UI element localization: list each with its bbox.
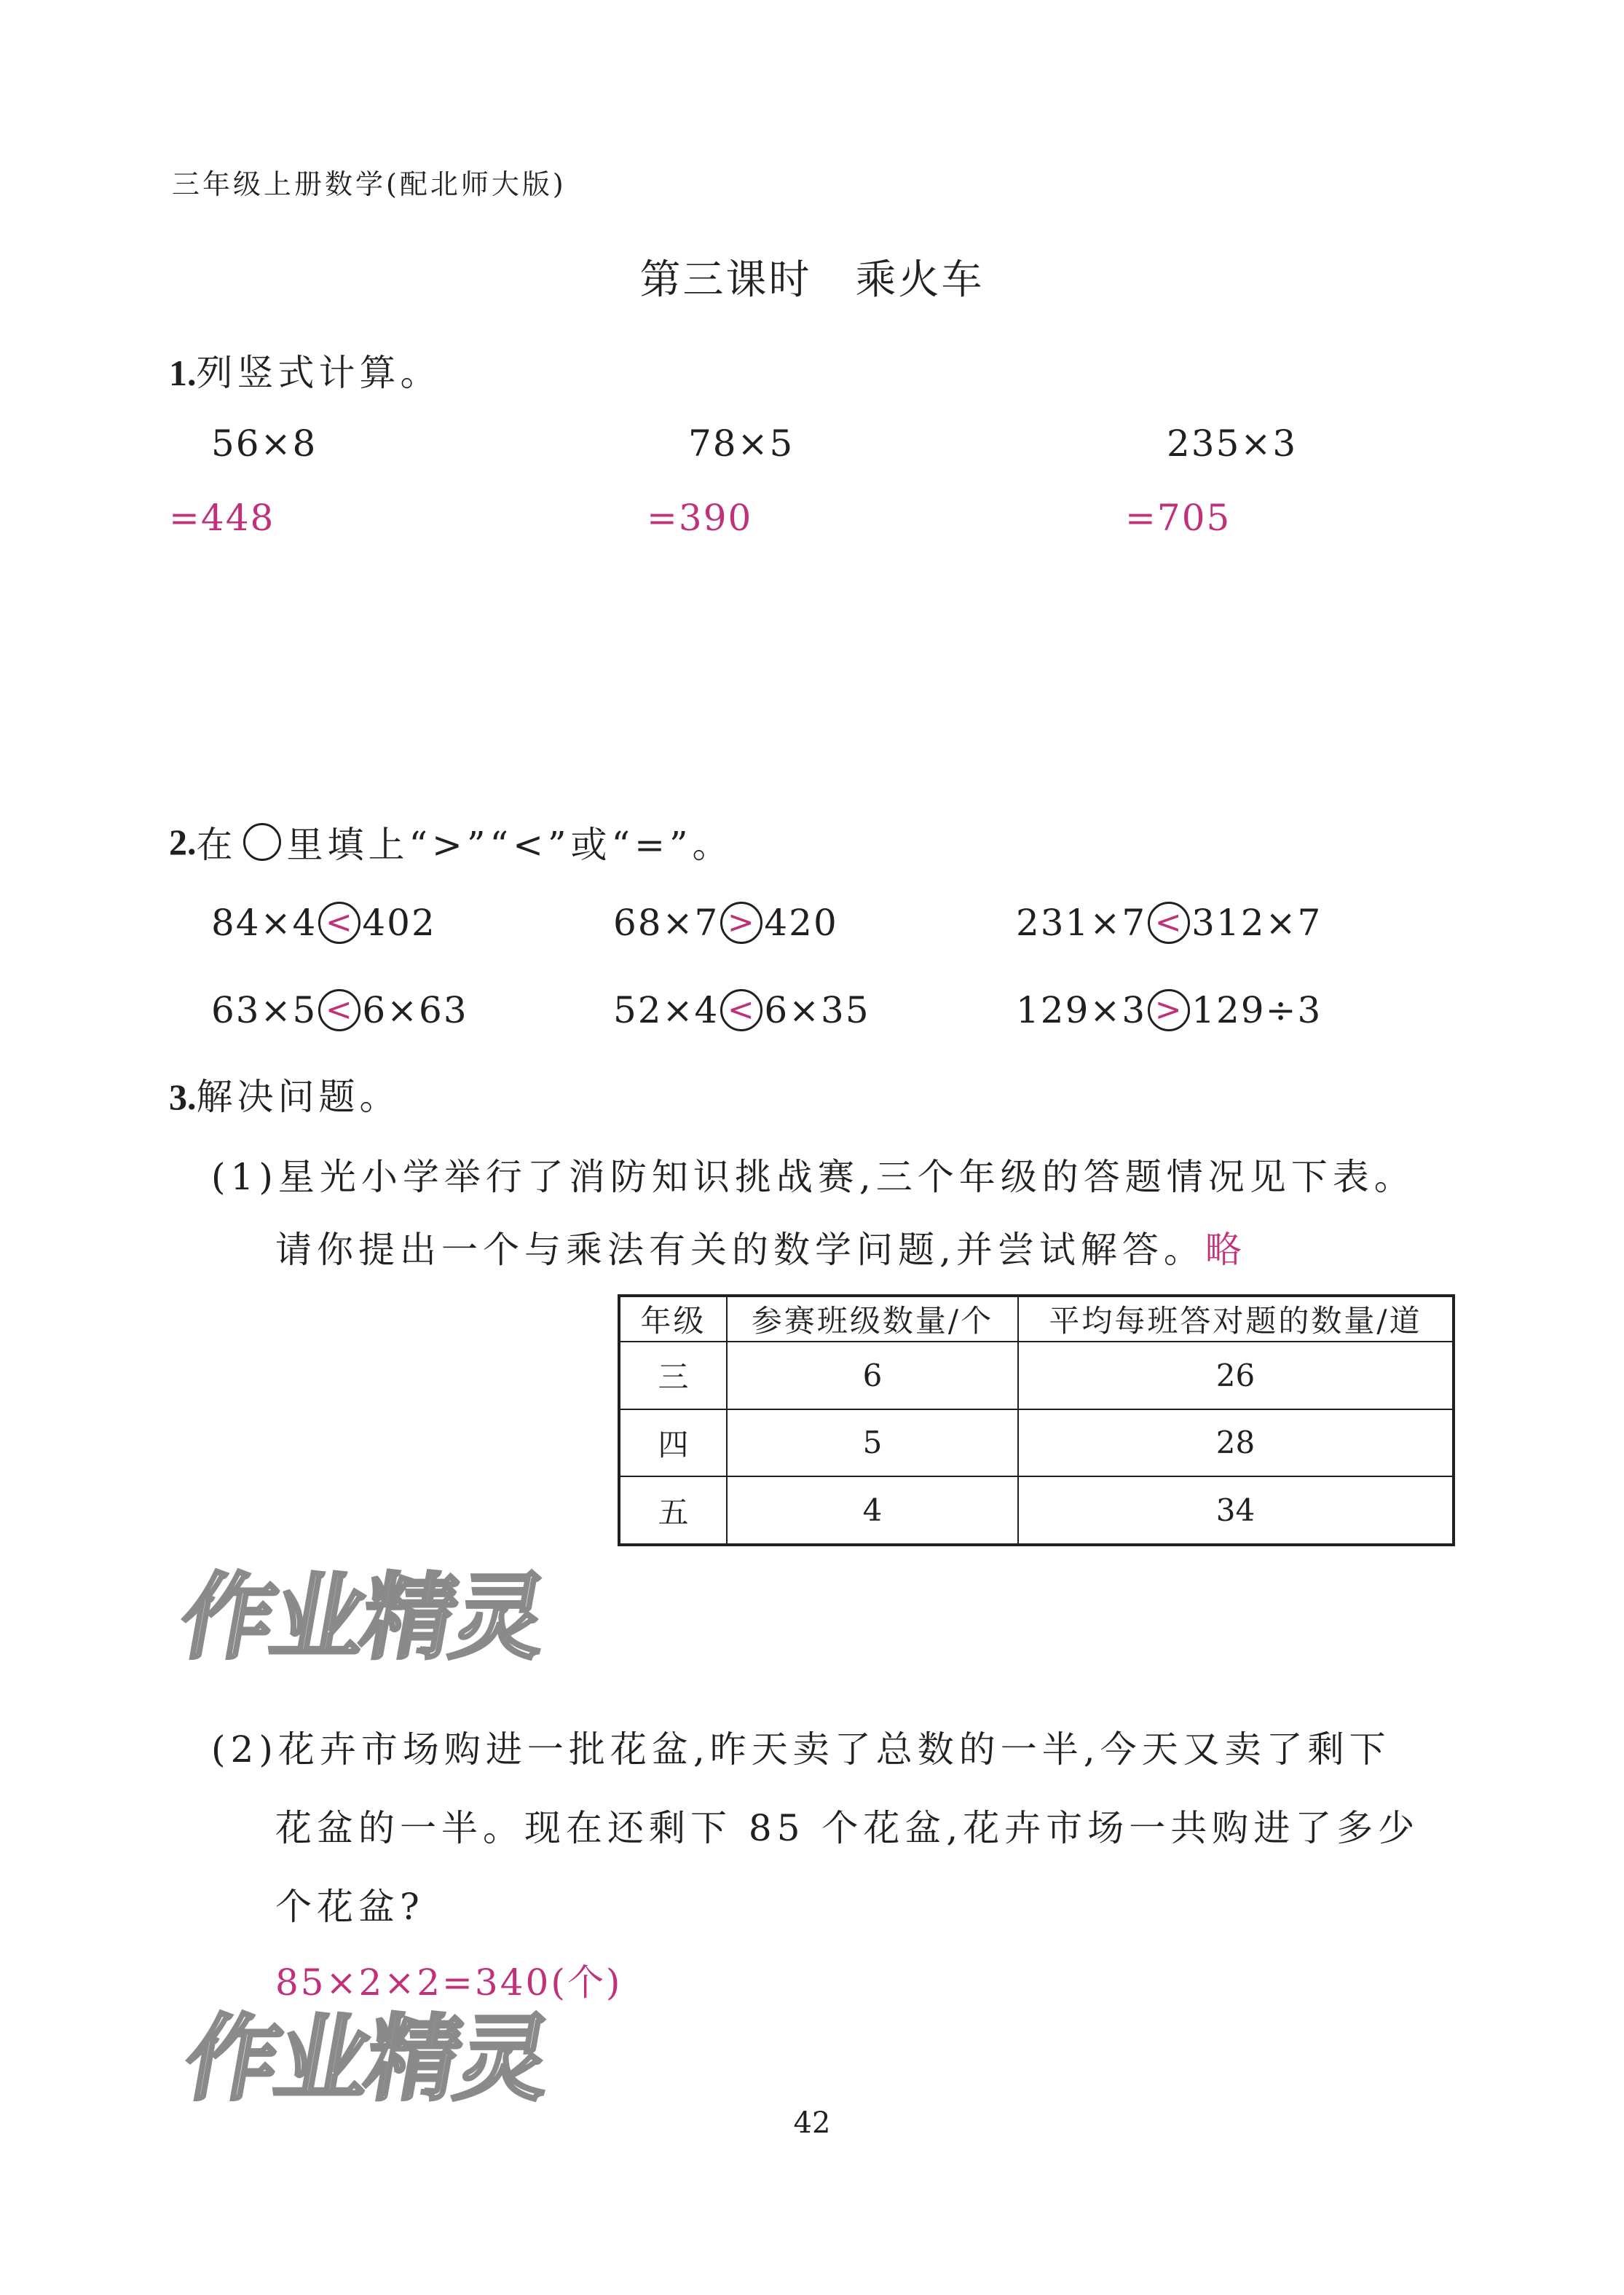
question-2-text-b: 里填上“>”“<”或“=”。 <box>286 824 733 866</box>
q2-compare-3 <box>1016 902 1322 944</box>
q3-part1-line2: 请你提出一个与乘法有关的数学问题,并尝试解答。 <box>275 1229 1205 1271</box>
q1-answer-3: =705 <box>1125 497 1231 539</box>
q2-sign-circle-5: < <box>720 989 762 1031</box>
q2-sign-circle-4: < <box>318 989 360 1031</box>
q3-part2-line1: (2)花卉市场购进一批花盆,昨天卖了总数的一半,今天又卖了剩下 <box>211 1728 1391 1771</box>
table-cell: 5 <box>727 1409 1018 1477</box>
contest-table <box>618 1294 1455 1546</box>
table-cell: 三 <box>619 1342 727 1409</box>
question-1-text: 列竖式计算。 <box>196 352 441 394</box>
watermark-logo: 作业精灵 <box>176 2005 558 2114</box>
q3-part2-answer: 85×2×2=340(个) <box>275 1961 623 2004</box>
question-1-number: 1. <box>169 353 197 393</box>
q2-left-4: 63×5 <box>211 989 318 1031</box>
q2-right-6: 129÷3 <box>1191 989 1323 1031</box>
q1-expr-1: 56×8 <box>211 422 318 465</box>
q2-left-6: 129×3 <box>1016 989 1147 1031</box>
lesson-title-part2: 乘火车 <box>855 256 985 304</box>
watermark-logo: 作业精灵 <box>172 1564 553 1672</box>
table-row <box>619 1342 1454 1409</box>
table-cell: 四 <box>619 1409 727 1477</box>
q3-part1-answer: 略 <box>1205 1229 1247 1271</box>
q2-right-4: 6×63 <box>362 989 468 1031</box>
page-number: 42 <box>793 2106 831 2140</box>
q1-answer-2: =390 <box>647 497 753 539</box>
table-header-cell: 年级 <box>619 1296 727 1342</box>
q2-left-1: 84×4 <box>211 902 318 944</box>
table-row <box>619 1476 1454 1545</box>
table-cell: 五 <box>619 1476 727 1545</box>
q2-compare-5 <box>613 989 870 1031</box>
q3-part1-line1: (1)星光小学举行了消防知识挑战赛,三个年级的答题情况见下表。 <box>211 1156 1416 1198</box>
lesson-title-part1: 第三课时 <box>639 256 812 304</box>
q2-left-5: 52×4 <box>613 989 720 1031</box>
q2-sign-circle-2: > <box>720 902 762 944</box>
q3-part2-line2: 花盆的一半。现在还剩下 85 个花盆,花卉市场一共购进了多少 <box>275 1807 1420 1849</box>
q3-part2-line3: 个花盆? <box>275 1886 425 1928</box>
q2-right-2: 420 <box>764 902 838 944</box>
table-header-cell: 参赛班级数量/个 <box>727 1296 1018 1342</box>
question-1-heading <box>169 344 441 396</box>
table-row <box>619 1409 1454 1477</box>
lesson-title <box>0 248 1624 306</box>
q3-part1-line2-wrap <box>275 1221 1247 1273</box>
q2-right-3: 312×7 <box>1191 902 1323 944</box>
q1-answer-1: =448 <box>169 497 275 539</box>
q2-compare-6 <box>1016 989 1322 1031</box>
q2-left-3: 231×7 <box>1016 902 1147 944</box>
question-3-number: 3. <box>169 1076 197 1117</box>
table-header-cell: 平均每班答对题的数量/道 <box>1018 1296 1454 1342</box>
table-header-row <box>619 1296 1454 1342</box>
table-cell: 26 <box>1018 1342 1454 1409</box>
q2-compare-2 <box>613 902 838 944</box>
blank-circle-icon <box>243 823 281 861</box>
question-2-number: 2. <box>169 822 197 862</box>
table-cell: 6 <box>727 1342 1018 1409</box>
question-3-heading <box>169 1068 401 1120</box>
question-2-text-a: 在 <box>196 824 237 866</box>
q2-right-5: 6×35 <box>764 989 870 1031</box>
q1-expr-3: 235×3 <box>1167 422 1298 465</box>
q2-sign-circle-3: < <box>1148 902 1190 944</box>
q1-expr-2: 78×5 <box>688 422 795 465</box>
q2-compare-1 <box>211 902 436 944</box>
question-2-heading <box>169 816 733 868</box>
q2-sign-circle-1: < <box>318 902 360 944</box>
table-cell: 34 <box>1018 1476 1454 1545</box>
q2-right-1: 402 <box>362 902 436 944</box>
q2-left-2: 68×7 <box>613 902 720 944</box>
question-3-text: 解决问题。 <box>196 1076 401 1118</box>
q2-compare-4 <box>211 989 468 1031</box>
table-cell: 4 <box>727 1476 1018 1545</box>
table-cell: 28 <box>1018 1409 1454 1477</box>
book-header: 三年级上册数学(配北师大版) <box>172 168 567 200</box>
q2-sign-circle-6: > <box>1148 989 1190 1031</box>
